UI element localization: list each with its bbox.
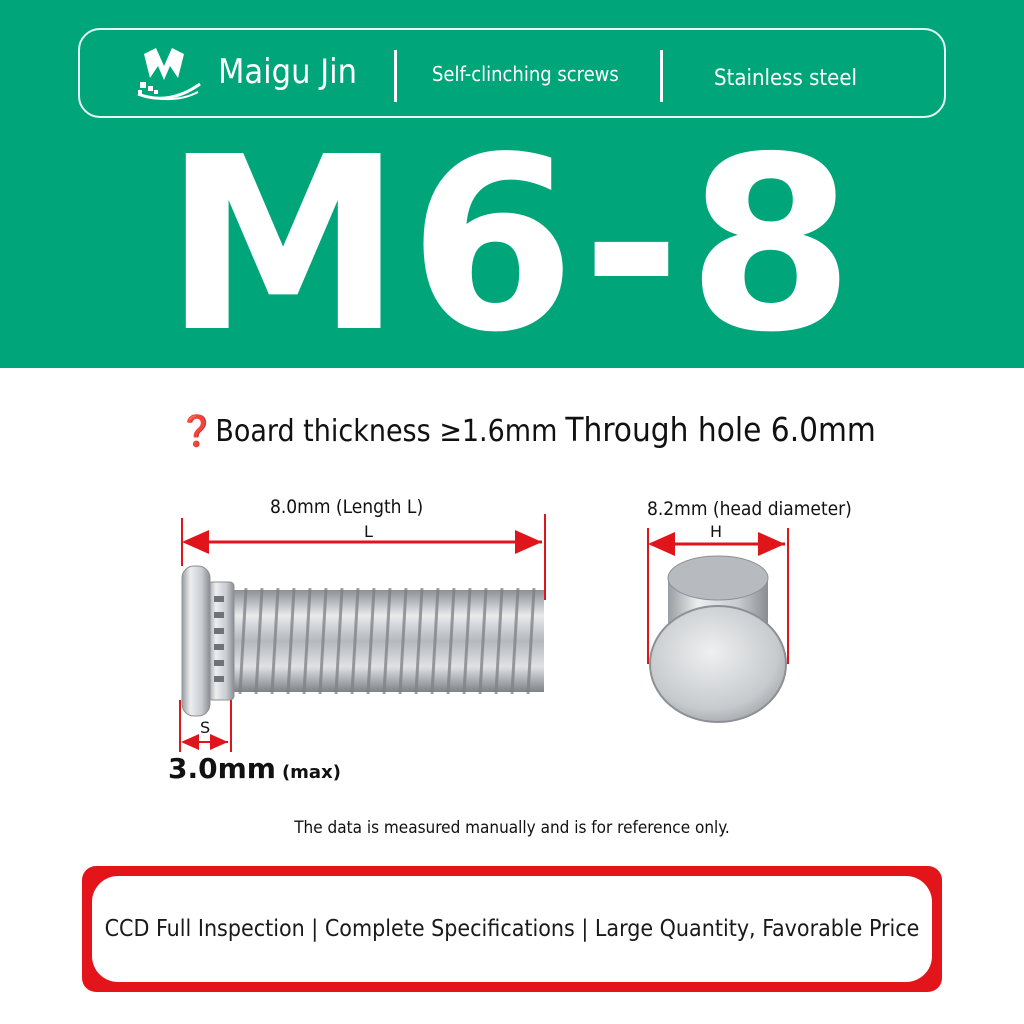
shank-value-text: 3.0mm (168, 752, 276, 785)
model-number: M6-8 (163, 105, 861, 385)
length-label: 8.0mm (Length L) (270, 496, 424, 518)
board-thickness: ❓Board thickness ≥1.6mm (178, 414, 558, 449)
product-type: Self-clinching screws (432, 62, 619, 86)
feature-banner-inner (92, 876, 932, 982)
shank-letter: S (200, 718, 211, 737)
length-letter: L (364, 522, 373, 541)
shank-value (168, 752, 341, 785)
head-letter: H (710, 522, 723, 541)
shank-note: (max) (281, 762, 341, 783)
feature-banner-text: CCD Full Inspection | Complete Specifications | Large Quantity, Favorable Price (104, 916, 920, 942)
screw-end-view (650, 556, 786, 722)
material: Stainless steel (714, 66, 858, 91)
head-label: 8.2mm (head diameter) (647, 498, 852, 520)
feature-banner (82, 866, 942, 992)
reference-note: The data is measured manually and is for reference only. (294, 818, 730, 838)
through-hole: Through hole 6.0mm (565, 410, 876, 449)
screw-side-view (182, 566, 544, 716)
brand-name: Maigu Jin (218, 52, 358, 92)
